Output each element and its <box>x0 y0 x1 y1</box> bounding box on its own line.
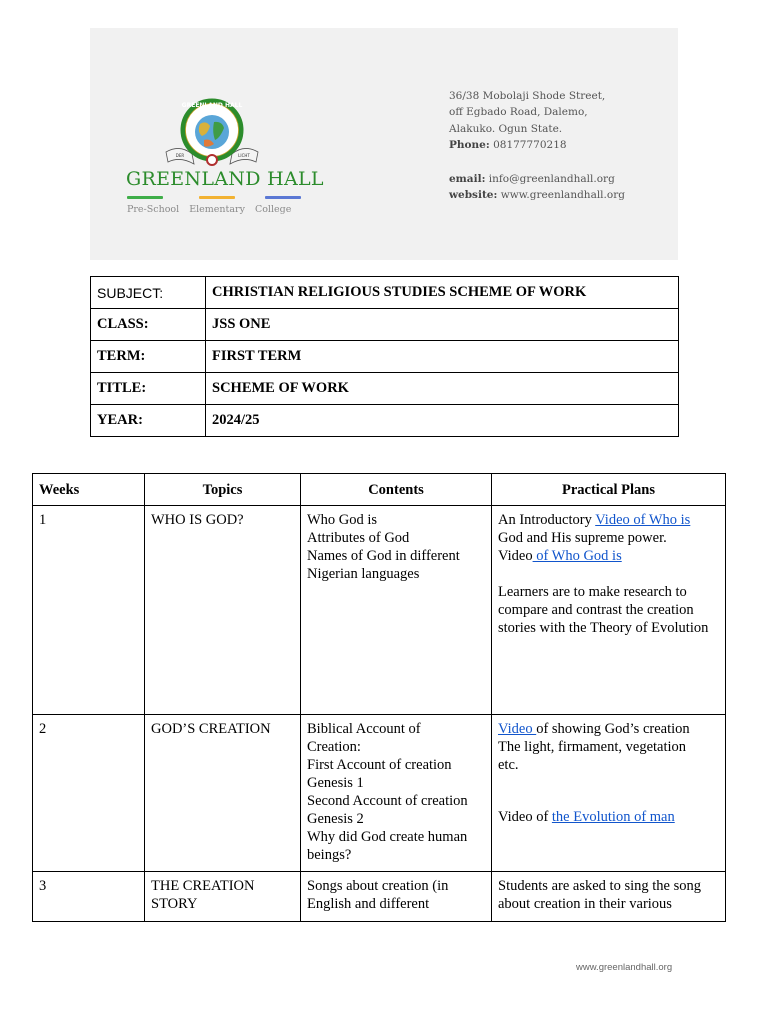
website-label: website: <box>449 189 498 202</box>
who-god-is-video-link[interactable]: of Who God is <box>532 548 622 564</box>
class-value: JSS ONE <box>206 309 679 341</box>
plan-line <box>498 547 719 565</box>
table-header-row <box>33 474 726 506</box>
week-cell: 3 <box>33 872 145 922</box>
term-row <box>91 341 679 373</box>
logo-ring-text: GREENLAND HALL <box>181 102 243 109</box>
practical-plans-cell <box>492 715 726 872</box>
practical-plans-cell <box>492 506 726 715</box>
table-row <box>33 872 726 922</box>
plan-line: Learners are to make research to <box>498 584 687 600</box>
plan-line: stories with the Theory of Evolution <box>498 620 709 636</box>
plan-line: Students are asked to sing the song <box>498 878 701 894</box>
plan-text: of showing God’s creation <box>536 721 690 737</box>
class-label: CLASS: <box>91 309 206 341</box>
preschool-color-bar <box>127 196 163 199</box>
subject-row <box>91 277 679 309</box>
elementary-color-bar <box>199 196 235 199</box>
class-row <box>91 309 679 341</box>
school-contact <box>449 171 625 204</box>
plan-text: Video <box>498 548 533 564</box>
school-divisions <box>127 204 301 215</box>
phone-number: 08177770218 <box>493 138 567 151</box>
column-header-contents: Contents <box>301 474 492 506</box>
topic-cell: WHO IS GOD? <box>145 506 301 715</box>
address-line: Alakuko. Ogun State. <box>449 122 563 135</box>
plan-line <box>498 720 719 738</box>
content-line: Why did God create human <box>307 829 468 845</box>
title-label: TITLE: <box>91 373 206 405</box>
plan-line: compare and contrast the creation <box>498 602 694 618</box>
school-name: GREENLAND HALL <box>126 168 324 190</box>
content-line: Genesis 2 <box>307 811 364 827</box>
spacer <box>498 774 719 808</box>
letterhead <box>90 28 678 260</box>
topic-cell: GOD’S CREATION <box>145 715 301 872</box>
week-cell: 2 <box>33 715 145 872</box>
practical-plans-cell <box>492 872 726 922</box>
scheme-of-work-table <box>32 473 726 922</box>
plan-text: Video of <box>498 809 552 825</box>
content-line: Creation: <box>307 739 361 755</box>
school-address <box>449 88 605 153</box>
topic-line: THE CREATION <box>151 878 255 894</box>
title-value: SCHEME OF WORK <box>206 373 679 405</box>
course-info-table <box>90 276 679 437</box>
plan-line <box>498 511 719 529</box>
column-header-topics: Topics <box>145 474 301 506</box>
content-line: Who God is <box>307 512 378 528</box>
plan-line: about creation in their various <box>498 896 672 912</box>
content-line: Second Account of creation <box>307 793 468 809</box>
logo-banner-right: LICHT <box>238 153 250 158</box>
week-cell: 1 <box>33 506 145 715</box>
contents-cell <box>301 872 492 922</box>
plan-line: God and His supreme power. <box>498 530 667 546</box>
plan-text: An Introductory <box>498 512 596 528</box>
subject-label: SUBJECT: <box>91 277 206 309</box>
spacer <box>498 565 719 583</box>
division-preschool: Pre-School <box>127 204 180 215</box>
who-is-god-video-link[interactable]: Video of Who is <box>595 512 691 528</box>
content-line: Songs about creation (in <box>307 878 449 894</box>
year-label: YEAR: <box>91 405 206 437</box>
column-header-weeks: Weeks <box>33 474 145 506</box>
address-line: off Egbado Road, Dalemo, <box>449 106 588 119</box>
plan-line <box>498 808 719 826</box>
content-line: Genesis 1 <box>307 775 364 791</box>
plan-line: The light, firmament, vegetation <box>498 739 687 755</box>
phone-line <box>449 137 605 153</box>
phone-label: Phone: <box>449 138 490 151</box>
address-line: 36/38 Mobolaji Shode Street, <box>449 90 606 102</box>
year-value: 2024/25 <box>206 405 679 437</box>
title-row <box>91 373 679 405</box>
logo-banner-left: DER <box>175 153 185 158</box>
content-line: Biblical Account of <box>307 721 421 737</box>
evolution-of-man-link[interactable]: the Evolution of man <box>551 809 675 825</box>
content-line: Nigerian languages <box>307 566 420 582</box>
topic-cell <box>145 872 301 922</box>
topic-line: STORY <box>151 896 198 912</box>
email-line <box>449 171 625 187</box>
content-line: Attributes of God <box>307 530 410 546</box>
division-elementary: Elementary <box>189 204 245 215</box>
content-line: First Account of creation <box>307 757 452 773</box>
footer-website[interactable]: www.greenlandhall.org <box>576 962 673 973</box>
website-line <box>449 187 625 203</box>
email-label: email: <box>449 173 486 185</box>
contents-cell <box>301 506 492 715</box>
column-header-practical-plans: Practical Plans <box>492 474 726 506</box>
email-address[interactable]: info@greenlandhall.org <box>488 173 615 185</box>
table-row <box>33 506 726 715</box>
content-line: Names of God in different <box>307 548 460 564</box>
content-line: beings? <box>307 847 352 863</box>
plan-line: etc. <box>498 757 519 773</box>
creation-video-link[interactable]: Video <box>498 721 537 737</box>
website-address[interactable]: www.greenlandhall.org <box>500 189 625 202</box>
contents-cell <box>301 715 492 872</box>
term-label: TERM: <box>91 341 206 373</box>
college-color-bar <box>265 196 301 199</box>
division-college: College <box>254 204 292 215</box>
year-row <box>91 405 679 437</box>
subject-value: CHRISTIAN RELIGIOUS STUDIES SCHEME OF WORK <box>206 277 679 309</box>
content-line: English and different <box>307 896 430 912</box>
term-value: FIRST TERM <box>206 341 679 373</box>
table-row <box>33 715 726 872</box>
